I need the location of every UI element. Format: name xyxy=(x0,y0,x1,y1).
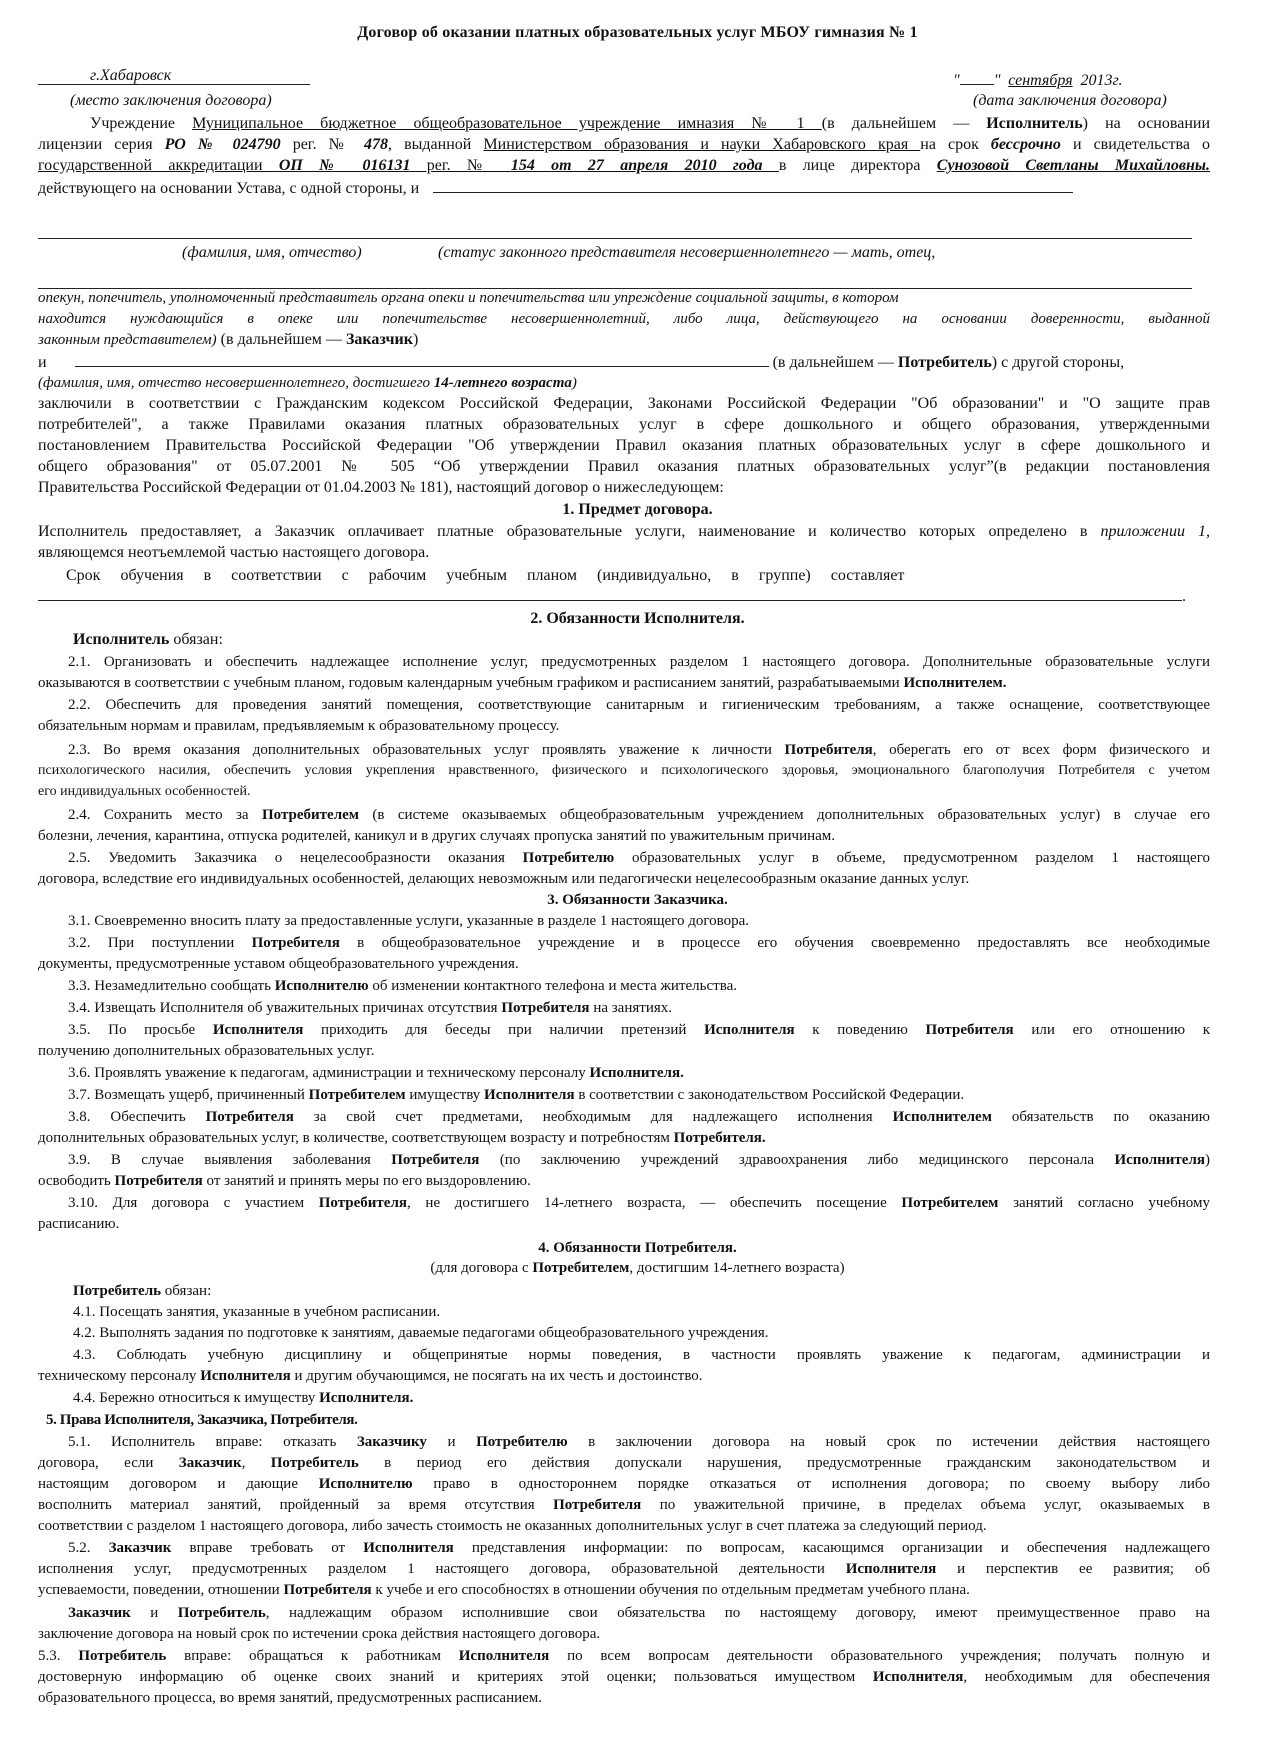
s3-9-line-1: 3.9. В случае выявления заболевания Потребителя (по заключению учреждений здравоохранения либо медицинского персонала Исполнителя) xyxy=(68,1152,1210,1168)
consumer-blank[interactable] xyxy=(75,352,769,367)
city: г.Хабаровск xyxy=(90,67,172,84)
s3-9-line-2: освободить Потребителя от занятий и принять меры по его выздоровлению. xyxy=(38,1173,531,1189)
place-line xyxy=(38,67,310,91)
section-3-heading: 3. Обязанности Заказчика. xyxy=(547,892,728,908)
s1-line-2: являющемся неотъемлемой частью настоящего договора. xyxy=(38,544,430,561)
s2-4-line-1: 2.4. Сохранить место за Потребителем (в системе оказываемых общеобразовательным учреждением дополнительных образовательных услуг) в случае его xyxy=(68,807,1210,823)
date-caption: (дата заключения договора) xyxy=(973,92,1167,109)
section-4-heading: 4. Обязанности Потребителя. xyxy=(538,1240,737,1256)
s3-4: 3.4. Извещать Исполнителя об уважительных причинах отсутствия Потребителя на занятиях. xyxy=(68,1000,672,1016)
s4-4: 4.4. Бережно относиться к имуществу Исполнителя. xyxy=(73,1390,414,1406)
s3-8-line-1: 3.8. Обеспечить Потребителя за свой счет предметами, необходимым для надлежащего исполнения Исполнителем обязательств по оказанию xyxy=(68,1109,1211,1125)
s3-10-line-2: расписанию. xyxy=(38,1216,120,1232)
name-caption: (фамилия, имя, отчество) xyxy=(182,244,362,261)
place-caption: (место заключения договора) xyxy=(70,92,272,109)
s4-1: 4.1. Посещать занятия, указанные в учебном расписании. xyxy=(73,1304,441,1320)
s4-lead: Потребитель обязан: xyxy=(73,1283,212,1299)
s3-5-line-2: получению дополнительных образовательных услуг. xyxy=(38,1043,375,1059)
date-line: " " сентября 2013г. xyxy=(953,72,1123,89)
consumer-caption: (фамилия, имя, отчество несовершеннолетнего, достигшего 14-летнего возраста) xyxy=(38,375,577,391)
term-blank[interactable] xyxy=(38,586,1182,601)
customer-name-rule[interactable] xyxy=(38,238,1192,239)
status-caption-line-1: опекун, попечитель, уполномоченный представитель органа опеки и попечительства или упреждение социальной защиты, в котором xyxy=(38,290,899,306)
intro-para-1: заключили в соответствии с Гражданским кодексом Российской Федерации, Законами Российской Федерации "Об образовании" и "О защите прав xyxy=(38,395,1210,412)
s1-line-4: . xyxy=(38,586,1186,607)
s2-5-line-2: договора, вследствие его индивидуальных особенностей, делающих невозможным или педагогически нецелесообразным оказание данных услуг. xyxy=(38,871,970,887)
s5-2-line-2: исполнения услуг, предусмотренных разделом 1 настоящего договора, образовательной деятельности Исполнителя и перспектив ее развития; об xyxy=(38,1561,1210,1577)
s3-7: 3.7. Возмещать ущерб, причиненный Потребителем имуществу Исполнителя в соответствии с законодательством Российской Федерации. xyxy=(68,1087,965,1103)
s4-3-line-1: 4.3. Соблюдать учебную дисциплину и общепринятые нормы поведения, в частности проявлять уважение к педагогам, администрации и xyxy=(73,1347,1210,1363)
s3-1: 3.1. Своевременно вносить плату за предоставленные услуги, указанные в разделе 1 настоящего договора. xyxy=(68,913,750,929)
s4-2: 4.2. Выполнять задания по подготовке к занятиям, даваемые педагогами общеобразовательного учреждения. xyxy=(73,1325,769,1341)
s5-1-line-3: настоящим договором и дающие Исполнителю право в одностороннем порядке отказаться от исполнения договора; по своему выбору либо xyxy=(38,1476,1210,1492)
intro-line-3: государственной аккредитации ОП № 016131 рег. № 154 от 27 апреля 2010 года в лице директора Сунозовой Светланы Михайловны. xyxy=(38,157,1211,174)
date-month: сентября xyxy=(1008,72,1073,89)
s2-3-line-3: его индивидуальных особенностей. xyxy=(38,784,251,799)
document-title: Договор об оказании платных образовательных услуг МБОУ гимназия № 1 xyxy=(357,24,918,41)
s5-1-line-2: договора, если Заказчик, Потребитель в период его действия допускали нарушения, предусмотренные гражданским законодательством и xyxy=(38,1455,1210,1471)
s5-1-line-4: восполнить материал занятий, пройденный за время отсутствия Потребителя по уважительной причине, в пределах объема услуг, оказываемых в xyxy=(38,1497,1210,1513)
s2-5-line-1: 2.5. Уведомить Заказчика о нецелесообразности оказания Потребителю образовательных услуг в объеме, предусмотренном разделом 1 настоящего xyxy=(68,850,1210,866)
s5-3-line-3: образовательного процесса, во время занятий, предусмотренных расписанием. xyxy=(38,1690,543,1706)
intro-line-2: лицензии серия РО № 024790 рег. № 478, выданной Министерством образования и науки Хабаровского края на срок бессрочно и свидетельства о xyxy=(38,136,1211,153)
intro-line-4: действующего на основании Устава, с одной стороны, и xyxy=(38,178,1073,199)
s5-3-line-1: 5.3. Потребитель вправе: обращаться к работникам Исполнителя по всем вопросам деятельности образовательного учреждения; получать полную и xyxy=(38,1648,1210,1664)
s3-6: 3.6. Проявлять уважение к педагогам, администрации и техническому персоналу Исполнителя. xyxy=(68,1065,684,1081)
s3-2-line-2: документы, предусмотренные уставом общеобразовательного учреждения. xyxy=(38,956,519,972)
s2-2-line-1: 2.2. Обеспечить для проведения занятий помещения, соответствующие санитарным и гигиеническим требованиям, а также оснащение, соответствующее xyxy=(68,697,1210,713)
s5-3-line-2: достоверную информацию об оценке своих знаний и критериях этой оценки; пользоваться имуществом Исполнителя, необходимым для обеспечения xyxy=(38,1669,1210,1685)
intro-para-5: Правительства Российской Федерации от 01.04.2003 № 181), настоящий договор о нижеследующем: xyxy=(38,479,724,496)
s2-3-line-1: 2.3. Во время оказания дополнительных образовательных услуг проявлять уважение к личности Потребителя, оберегать его от всех форм физического и xyxy=(68,742,1210,758)
s4-3-line-2: техническому персоналу Исполнителя и другим обучающимся, не посягать на их честь и достоинство. xyxy=(38,1368,703,1384)
s2-lead: Исполнитель обязан: xyxy=(73,631,223,648)
section-1-heading: 1. Предмет договора. xyxy=(562,501,713,518)
section-2-heading: 2. Обязанности Исполнителя. xyxy=(530,610,745,627)
place-blank xyxy=(38,67,310,85)
day-blank xyxy=(960,70,994,85)
s5-2b-line-1: Заказчик и Потребитель, надлежащим образом исполнившие свои обязательства по настоящему договору, имеют преимущественное право на xyxy=(68,1605,1210,1621)
section-5-heading: 5. Права Исполнителя, Заказчика, Потребителя. xyxy=(46,1412,358,1428)
s5-2b-line-2: заключение договора на новый срок по истечении срока действия настоящего договора. xyxy=(38,1626,601,1642)
s3-8-line-2: дополнительных образовательных услуг, в количестве, соответствующем возрасту и потребностям Потребителя. xyxy=(38,1130,766,1146)
section-4-subheading: (для договора с Потребителем, достигшим 14-летнего возраста) xyxy=(430,1260,845,1276)
s2-2-line-2: обязательным нормам и правилам, предъявляемым к образовательному процессу. xyxy=(38,718,560,734)
s5-2-line-1: 5.2. Заказчик вправе требовать от Исполнителя представления информации: по вопросам, касающимся организации и обеспечения надлежащего xyxy=(68,1540,1210,1556)
intro-para-3: постановлением Правительства Российской Федерации "Об утверждении Правил оказания платных образовательных услуг в сфере дошкольного и xyxy=(38,437,1210,454)
intro-para-2: потребителей", а также Правилами оказания платных образовательных услуг в сфере дошкольного и общего образования, утвержденными xyxy=(38,416,1210,433)
s3-10-line-1: 3.10. Для договора с участием Потребителя, не достигшего 14-летнего возраста, — обеспечить посещение Потребителем занятий согласно учебному xyxy=(68,1195,1210,1211)
status-caption: (статус законного представителя несовершеннолетнего — мать, отец, xyxy=(438,244,936,261)
representative-blank[interactable] xyxy=(433,178,1073,193)
s2-3-line-2: психологического насилия, обеспечить условия укрепления нравственного, физического и психологического здоровья, эмоционального благополучия Потребителя с учетом xyxy=(38,763,1210,778)
date-year: 2013г. xyxy=(1080,72,1123,89)
status-caption-line-2: находится нуждающийся в опеке или попечительстве несовершеннолетний, либо лица, действующего на основании доверенности, выданной xyxy=(38,311,1210,327)
s2-1-line-2: оказываются в соответствии с учебным планом, годовым календарным учебным графиком и расписанием занятий, разрабатываемыми Исполнителем. xyxy=(38,675,1007,691)
s5-2-line-3: успеваемости, поведении, отношении Потребителя к учебе и его способностях в отношении обучения по отдельным предметам учебного плана. xyxy=(38,1582,970,1598)
intro-line-1: Учреждение Муниципальное бюджетное общеобразовательное учреждение имназия № 1 (в дальнейшем — Исполнитель) на основании xyxy=(90,115,1211,132)
s2-1-line-1: 2.1. Организовать и обеспечить надлежащее исполнение услуг, предусмотренных разделом 1 настоящего договора. Дополнительные образовательные услуги xyxy=(68,654,1210,670)
s3-5-line-1: 3.5. По просьбе Исполнителя приходить для беседы при наличии претензий Исполнителя к поведению Потребителя или его отношению к xyxy=(68,1022,1210,1038)
s3-3: 3.3. Незамедлительно сообщать Исполнителю об изменении контактного телефона и места жительства. xyxy=(68,978,737,994)
s3-2-line-1: 3.2. При поступлении Потребителя в общеобразовательное учреждение и в процессе его обучения своевременно предоставлять все необходимые xyxy=(68,935,1210,951)
status-caption-line-3: законным представителем) (в дальнейшем — Заказчик) xyxy=(38,331,419,348)
s1-line-3: Срок обучения в соответствии с рабочим учебным планом (индивидуально, в группе) составляет xyxy=(66,567,905,584)
s2-4-line-2: болезни, лечения, карантина, отпуска родителей, каникул и в других случаях пропуска занятий по уважительным причинам. xyxy=(38,828,836,844)
s5-1-line-5: соответствии с разделом 1 настоящего договора, либо зачесть стоимость не оказанных дополнительных услуг в счет платежа за следующий период. xyxy=(38,1518,987,1534)
consumer-line: и (в дальнейшем — Потребитель) с другой стороны, xyxy=(38,354,1125,371)
s5-1-line-1: 5.1. Исполнитель вправе: отказать Заказчику и Потребителю в заключении договора на новый срок по истечении действия настоящего xyxy=(68,1434,1211,1450)
s1-line-1: Исполнитель предоставляет, а Заказчик оплачивает платные образовательные услуги, наименование и количество которых определено в приложении 1, xyxy=(38,523,1211,540)
intro-para-4: общего образования" от 05.07.2001 № 505 “Об утверждении Правил оказания платных образовательных услуг”(в редакции постановления xyxy=(38,458,1210,475)
